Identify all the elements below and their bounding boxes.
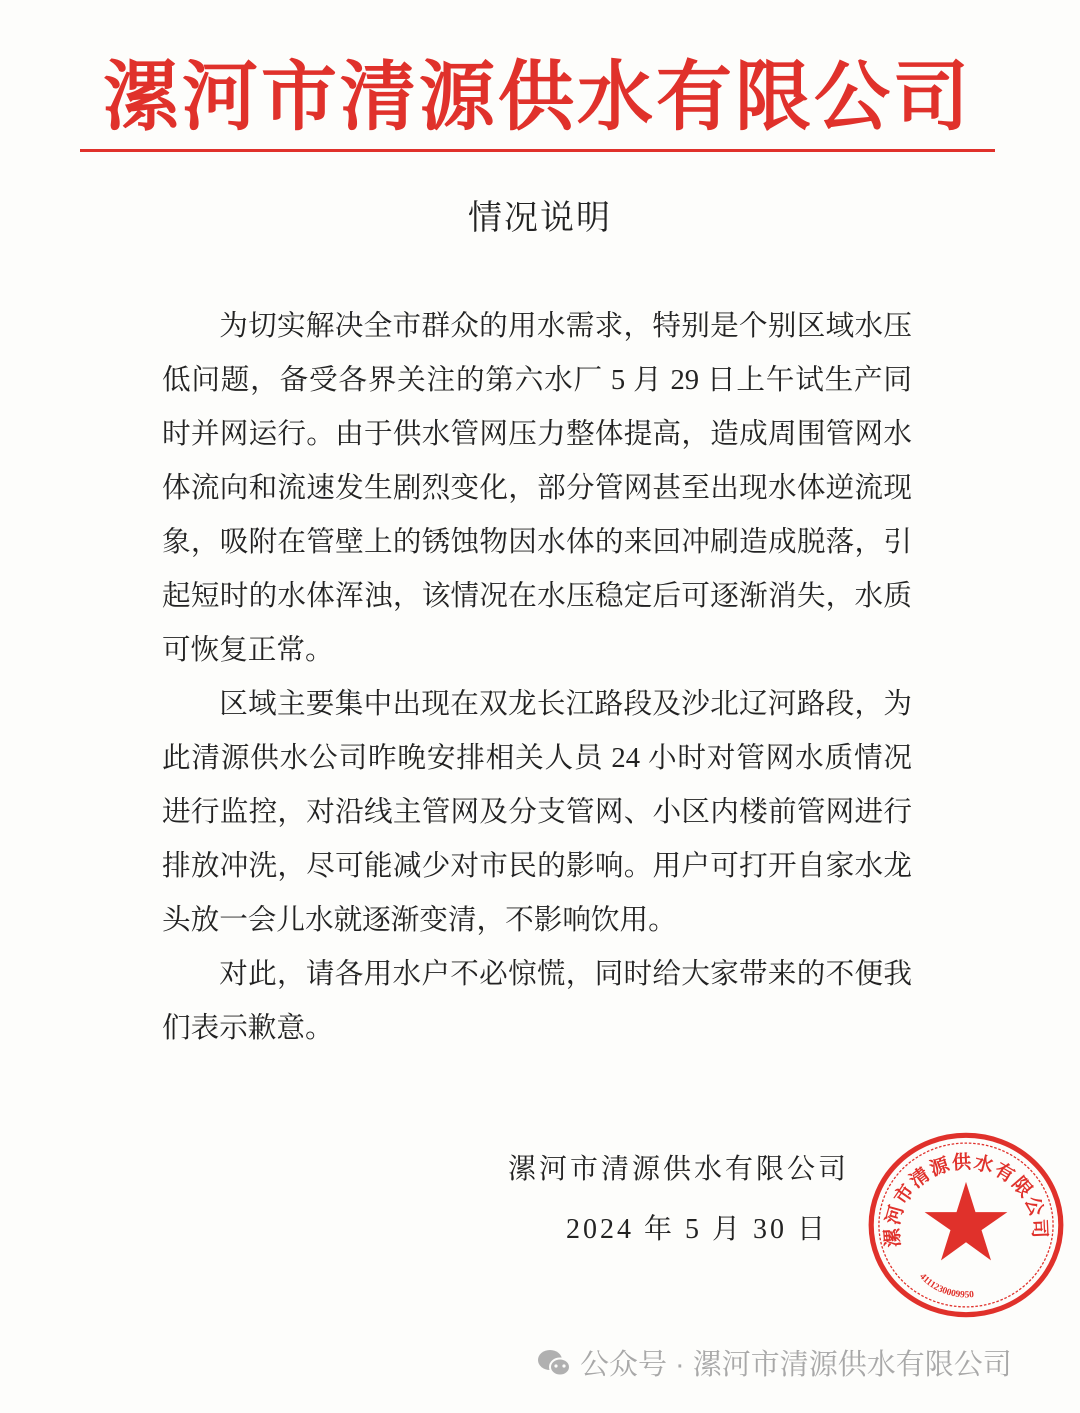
letterhead-title: 漯河市清源供水有限公司: [103, 55, 972, 140]
watermark-text: 公众号 · 漯河市清源供水有限公司: [580, 1349, 1012, 1381]
document-body: [162, 300, 912, 1056]
signature-date: 2024 年 5 月 30 日: [566, 1214, 829, 1245]
seal-star-icon: [925, 1182, 1008, 1260]
paragraph: 为切实解决全市群众的用水需求，特别是个别区域水压低问题，备受各界关注的第六水厂 5 月 29 日上午试生产同时并网运行。由于供水管网压力整体提高，造成周围管网水体流向和流速发生剧烈变化，部分管网甚至出现水体逆流现象，吸附在管壁上的锈蚀物因水体的来回冲刷造成脱落，引起短时的水体浑浊，该情况在水压稳定后可逐渐消失，水质可恢复正常。: [162, 311, 912, 666]
paragraph: 对此，请各用水户不必惊慌，同时给大家带来的不便我们表示歉意。: [162, 959, 912, 1044]
wechat-icon: [536, 1347, 572, 1379]
paragraph: 区域主要集中出现在双龙长江路段及沙北辽河路段，为此清源供水公司昨晚安排相关人员 24 小时对管网水质情况进行监控，对沿线主管网及分支管网、小区内楼前管网进行排放冲洗，尽可能减少对市民的影响。用户可打开自家水龙头放一会儿水就逐渐变清，不影响饮用。: [162, 689, 912, 936]
signature-org: 漯河市清源供水有限公司: [508, 1154, 850, 1185]
svg-text:4111230009950: [917, 1272, 974, 1301]
document-title: 情况说明: [468, 200, 612, 237]
official-seal: [866, 1130, 1066, 1320]
letterhead-divider: [80, 149, 995, 152]
seal-name: 漯河市清源供水有限公司: [882, 1152, 1050, 1248]
seal-code: 4111230009950: [917, 1271, 975, 1301]
watermark: [536, 1342, 1012, 1383]
